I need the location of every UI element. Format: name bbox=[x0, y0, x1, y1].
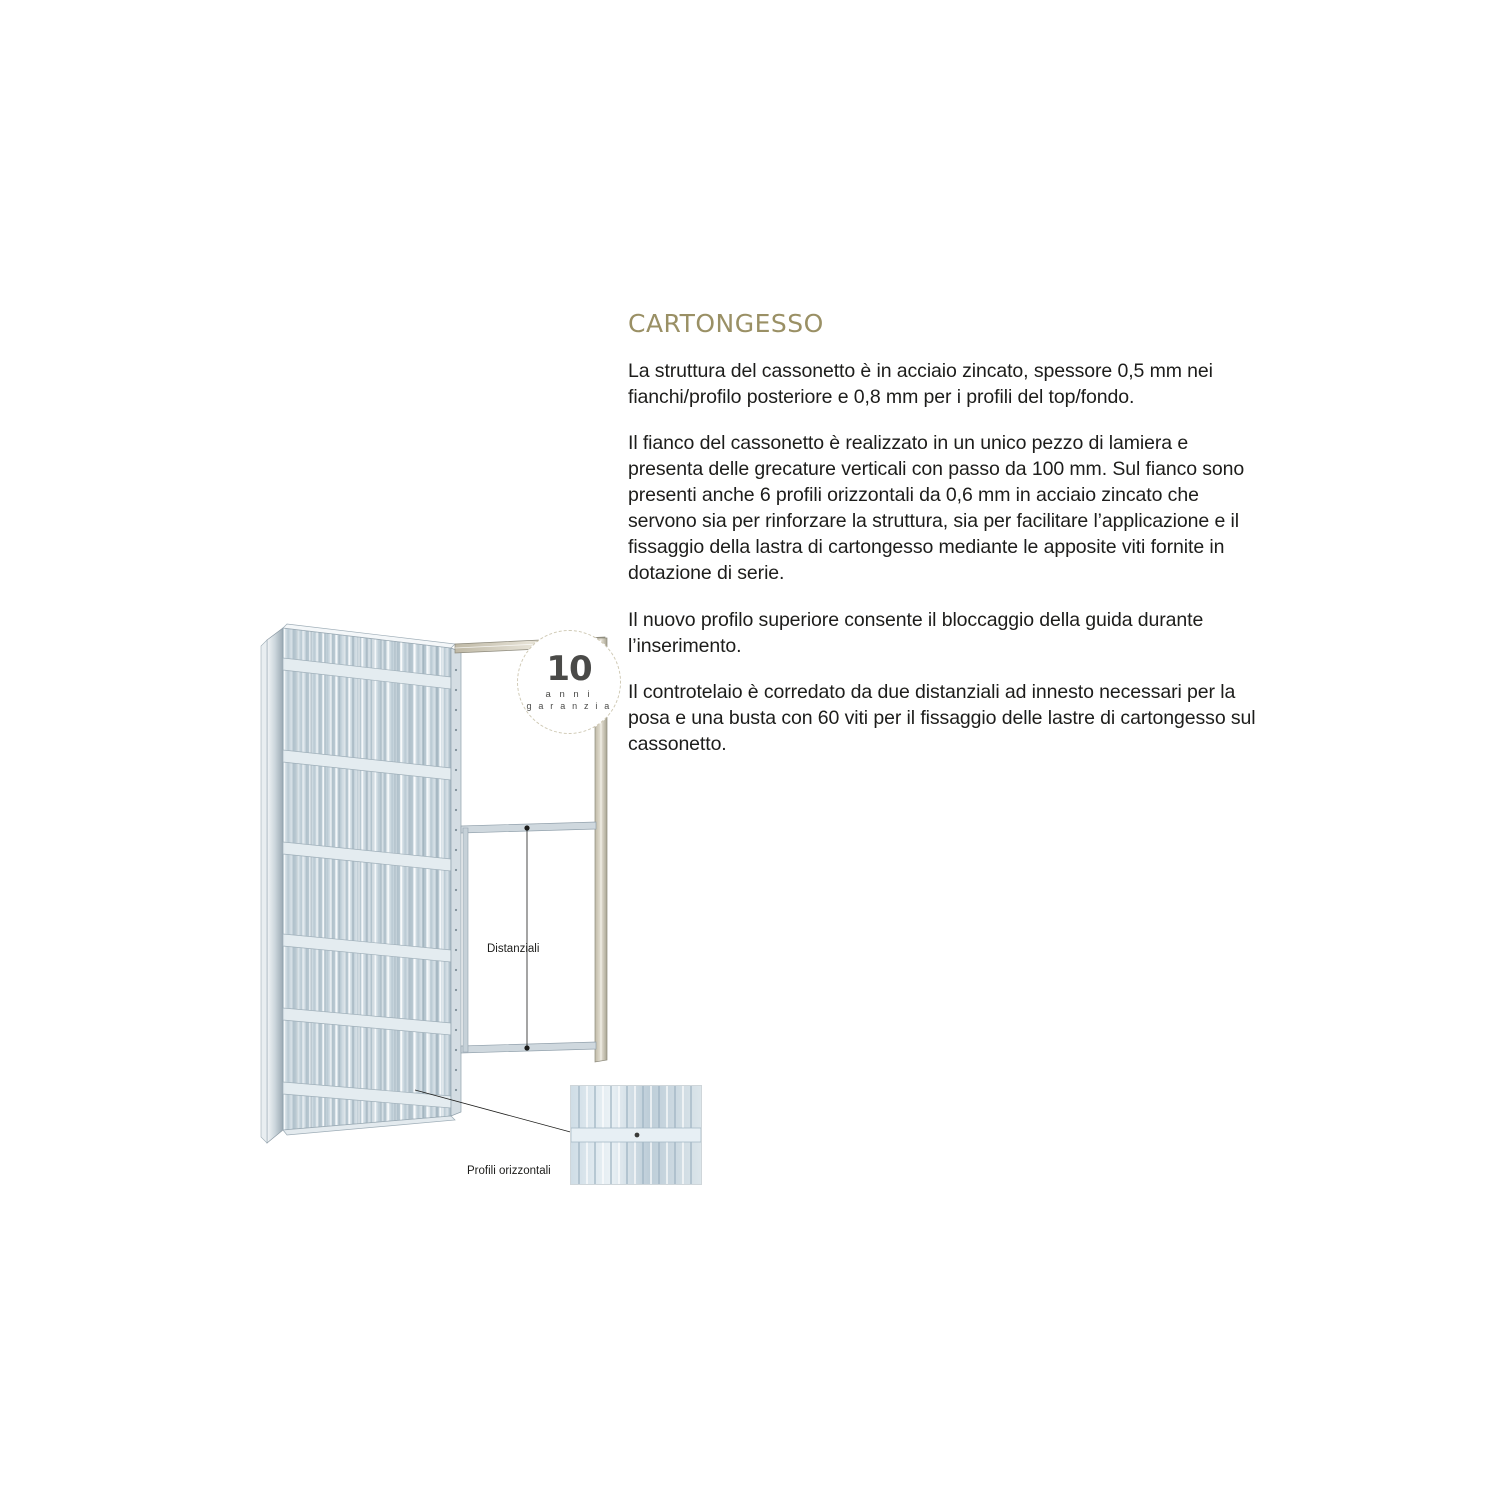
warranty-seal bbox=[517, 630, 621, 734]
paragraph-profilo-superiore: Il nuovo profilo superiore consente il bloccaggio della guida durante l’inserimento. bbox=[628, 608, 1204, 657]
warranty-garanzia-label: g a r a n z i a bbox=[526, 700, 612, 711]
distanziali-spacers bbox=[461, 822, 596, 1053]
page-title: CARTONGESSO bbox=[628, 309, 824, 338]
detail-zoom-svg bbox=[571, 1086, 701, 1184]
paragraph-structure: La struttura del cassonetto è in acciaio zincato, spessore 0,5 mm nei fianchi/profilo posteriore e 0,8 mm per i profili del top/fondo. bbox=[628, 359, 1213, 408]
paragraph-fianco: Il fianco del cassonetto è realizzato in un unico pezzo di lamiera e presenta delle grecature verticali con passo da 100 mm. Sul fianco sono presenti anche 6 profili orizzontali da 0,6 mm in acciaio zincato che servono sia per rinforzare la struttura, sia per facilitare l’applicazione e il fissaggio della lastra di cartongesso mediante le apposite viti fornite in dotazione di serie. bbox=[628, 431, 1245, 585]
product-illustration bbox=[255, 600, 725, 1220]
warranty-anni-label: a n n i bbox=[545, 688, 593, 700]
callout-label-distanziali: Distanziali bbox=[487, 943, 540, 955]
paragraph-controtelaio: Il controtelaio è corredato da due distanziali ad innesto necessari per la posa e una busta con 60 viti per il fissaggio delle lastre di cartongesso sul cassonetto. bbox=[628, 680, 1256, 755]
cassonetto-body bbox=[261, 624, 461, 1143]
warranty-years: 10 bbox=[546, 649, 592, 690]
detail-zoom-box bbox=[570, 1085, 702, 1185]
callout-label-profili-orizzontali: Profili orizzontali bbox=[467, 1165, 551, 1177]
